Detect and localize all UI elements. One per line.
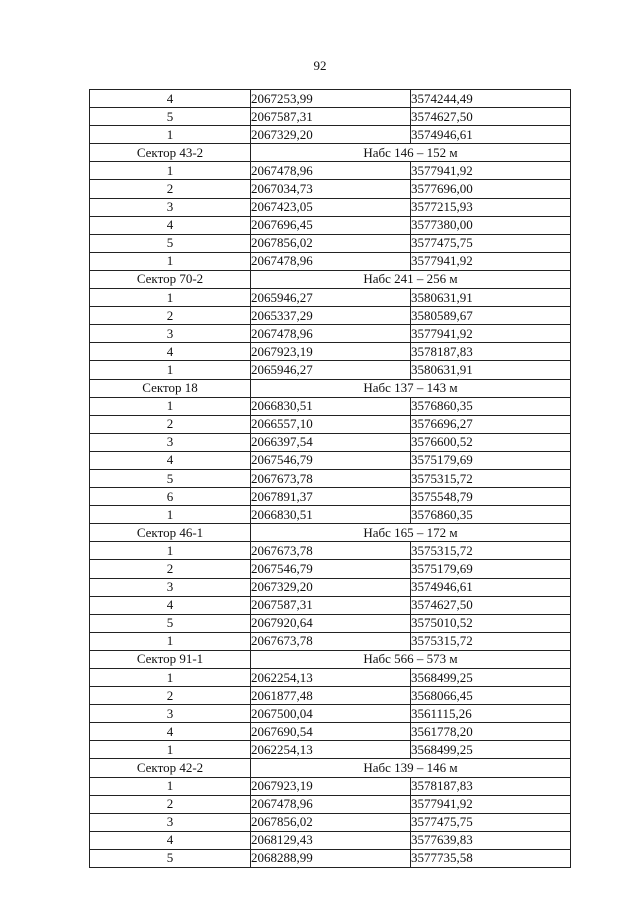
- coordinate-y: 3577475,75: [411, 234, 571, 252]
- point-number: 2: [90, 180, 251, 198]
- table-row: [90, 723, 571, 741]
- coordinate-y: 3574244,49: [411, 90, 571, 108]
- point-number: 2: [90, 307, 251, 325]
- sector-name: Сектор 46-1: [90, 524, 251, 542]
- point-number: 4: [90, 451, 251, 469]
- point-number: 5: [90, 469, 251, 487]
- coordinate-y: 3577735,58: [411, 849, 571, 867]
- table-row: [90, 578, 571, 596]
- table-row: [90, 415, 571, 433]
- table-row: [90, 596, 571, 614]
- table-row: [90, 632, 571, 650]
- point-number: 4: [90, 90, 251, 108]
- table-row: [90, 252, 571, 270]
- table-row: [90, 831, 571, 849]
- table-row: [90, 451, 571, 469]
- point-number: 1: [90, 289, 251, 307]
- coordinate-x: 2068288,99: [251, 849, 411, 867]
- coordinate-y: 3578187,83: [411, 343, 571, 361]
- table-row: [90, 162, 571, 180]
- coordinate-y: 3577639,83: [411, 831, 571, 849]
- coordinate-y: 3580589,67: [411, 307, 571, 325]
- sector-header-row: [90, 270, 571, 288]
- page-number: 92: [313, 58, 327, 73]
- coordinate-y: 3576860,35: [411, 397, 571, 415]
- coordinate-x: 2061877,48: [251, 687, 411, 705]
- coordinate-x: 2067329,20: [251, 126, 411, 144]
- coordinate-x: 2067546,79: [251, 451, 411, 469]
- table-row: [90, 343, 571, 361]
- coordinate-y: 3577696,00: [411, 180, 571, 198]
- coordinate-x: 2067891,37: [251, 488, 411, 506]
- coordinate-y: 3578187,83: [411, 777, 571, 795]
- coordinate-y: 3568066,45: [411, 687, 571, 705]
- coordinate-x: 2066830,51: [251, 397, 411, 415]
- point-number: 2: [90, 560, 251, 578]
- coordinate-y: 3576600,52: [411, 433, 571, 451]
- coordinate-x: 2065946,27: [251, 361, 411, 379]
- point-number: 1: [90, 542, 251, 560]
- point-number: 1: [90, 632, 251, 650]
- table-row: [90, 198, 571, 216]
- table-row: [90, 216, 571, 234]
- coordinate-x: 2067587,31: [251, 596, 411, 614]
- table-row: [90, 234, 571, 252]
- coordinate-x: 2067923,19: [251, 343, 411, 361]
- coordinate-x: 2067500,04: [251, 705, 411, 723]
- coordinate-y: 3568499,25: [411, 741, 571, 759]
- point-number: 3: [90, 705, 251, 723]
- coordinate-y: 3577941,92: [411, 325, 571, 343]
- coordinate-y: 3575548,79: [411, 488, 571, 506]
- table-row: [90, 307, 571, 325]
- point-number: 4: [90, 343, 251, 361]
- table-row: [90, 849, 571, 867]
- coordinate-x: 2067478,96: [251, 325, 411, 343]
- coordinate-y: 3575179,69: [411, 451, 571, 469]
- coordinate-y: 3575179,69: [411, 560, 571, 578]
- table-row: [90, 813, 571, 831]
- coordinate-y: 3577941,92: [411, 795, 571, 813]
- coordinate-y: 3576696,27: [411, 415, 571, 433]
- point-number: 5: [90, 108, 251, 126]
- table-row: [90, 361, 571, 379]
- coordinate-x: 2068129,43: [251, 831, 411, 849]
- coordinate-y: 3577941,92: [411, 252, 571, 270]
- coordinate-x: 2067478,96: [251, 252, 411, 270]
- coordinate-y: 3574627,50: [411, 108, 571, 126]
- table-row: [90, 325, 571, 343]
- coordinate-y: 3580631,91: [411, 361, 571, 379]
- coordinate-x: 2067423,05: [251, 198, 411, 216]
- point-number: 6: [90, 488, 251, 506]
- coordinate-y: 3575315,72: [411, 632, 571, 650]
- point-number: 2: [90, 687, 251, 705]
- sector-name: Сектор 43-2: [90, 144, 251, 162]
- point-number: 3: [90, 198, 251, 216]
- coordinate-x: 2066830,51: [251, 506, 411, 524]
- coordinate-y: 3577475,75: [411, 813, 571, 831]
- point-number: 3: [90, 433, 251, 451]
- point-number: 4: [90, 831, 251, 849]
- sector-altitude: Набс 139 – 146 м: [251, 759, 571, 777]
- coordinate-x: 2062254,13: [251, 669, 411, 687]
- sector-name: Сектор 18: [90, 379, 251, 397]
- table-row: [90, 705, 571, 723]
- sector-header-row: [90, 524, 571, 542]
- coordinate-x: 2067696,45: [251, 216, 411, 234]
- coordinates-table: [89, 89, 571, 868]
- point-number: 4: [90, 723, 251, 741]
- coordinate-x: 2067546,79: [251, 560, 411, 578]
- coordinate-x: 2067690,54: [251, 723, 411, 741]
- table-row: [90, 397, 571, 415]
- point-number: 1: [90, 777, 251, 795]
- coordinate-x: 2067673,78: [251, 469, 411, 487]
- coordinate-x: 2066557,10: [251, 415, 411, 433]
- coordinate-x: 2066397,54: [251, 433, 411, 451]
- point-number: 5: [90, 849, 251, 867]
- table-row: [90, 180, 571, 198]
- coordinate-y: 3577215,93: [411, 198, 571, 216]
- point-number: 3: [90, 813, 251, 831]
- point-number: 1: [90, 669, 251, 687]
- coordinate-x: 2067673,78: [251, 632, 411, 650]
- sector-altitude: Набс 165 – 172 м: [251, 524, 571, 542]
- table-row: [90, 469, 571, 487]
- coordinate-y: 3574946,61: [411, 578, 571, 596]
- sector-header-row: [90, 144, 571, 162]
- table-row: [90, 741, 571, 759]
- point-number: 1: [90, 361, 251, 379]
- coordinate-y: 3576860,35: [411, 506, 571, 524]
- coordinate-y: 3577941,92: [411, 162, 571, 180]
- point-number: 4: [90, 596, 251, 614]
- point-number: 3: [90, 578, 251, 596]
- coordinate-y: 3577380,00: [411, 216, 571, 234]
- table-row: [90, 687, 571, 705]
- coordinate-x: 2065946,27: [251, 289, 411, 307]
- coordinate-x: 2067923,19: [251, 777, 411, 795]
- point-number: 5: [90, 234, 251, 252]
- point-number: 3: [90, 325, 251, 343]
- sector-header-row: [90, 650, 571, 668]
- sector-name: Сектор 42-2: [90, 759, 251, 777]
- sector-header-row: [90, 759, 571, 777]
- point-number: 4: [90, 216, 251, 234]
- coordinate-x: 2067478,96: [251, 162, 411, 180]
- coordinates-table-body: [90, 90, 571, 868]
- table-row: [90, 289, 571, 307]
- coordinate-x: 2065337,29: [251, 307, 411, 325]
- table-row: [90, 433, 571, 451]
- table-row: [90, 90, 571, 108]
- coordinate-x: 2067034,73: [251, 180, 411, 198]
- point-number: 1: [90, 126, 251, 144]
- sector-altitude: Набс 137 – 143 м: [251, 379, 571, 397]
- point-number: 5: [90, 614, 251, 632]
- point-number: 2: [90, 795, 251, 813]
- coordinate-y: 3580631,91: [411, 289, 571, 307]
- sector-altitude: Набс 241 – 256 м: [251, 270, 571, 288]
- point-number: 1: [90, 252, 251, 270]
- coordinate-x: 2067856,02: [251, 234, 411, 252]
- coordinate-y: 3575315,72: [411, 469, 571, 487]
- coordinate-y: 3574627,50: [411, 596, 571, 614]
- table-row: [90, 614, 571, 632]
- sector-name: Сектор 91-1: [90, 650, 251, 668]
- coordinate-x: 2067856,02: [251, 813, 411, 831]
- point-number: 1: [90, 162, 251, 180]
- sector-altitude: Набс 146 – 152 м: [251, 144, 571, 162]
- coordinate-y: 3575010,52: [411, 614, 571, 632]
- coordinate-x: 2062254,13: [251, 741, 411, 759]
- point-number: 1: [90, 741, 251, 759]
- point-number: 1: [90, 506, 251, 524]
- coordinate-x: 2067253,99: [251, 90, 411, 108]
- table-row: [90, 108, 571, 126]
- coordinate-x: 2067478,96: [251, 795, 411, 813]
- table-row: [90, 777, 571, 795]
- table-row: [90, 506, 571, 524]
- table-row: [90, 795, 571, 813]
- sector-name: Сектор 70-2: [90, 270, 251, 288]
- coordinate-y: 3568499,25: [411, 669, 571, 687]
- table-row: [90, 126, 571, 144]
- coordinate-x: 2067673,78: [251, 542, 411, 560]
- point-number: 2: [90, 415, 251, 433]
- table-row: [90, 669, 571, 687]
- coordinate-y: 3574946,61: [411, 126, 571, 144]
- sector-header-row: [90, 379, 571, 397]
- coordinate-y: 3561778,20: [411, 723, 571, 741]
- coordinate-x: 2067329,20: [251, 578, 411, 596]
- coordinate-x: 2067920,64: [251, 614, 411, 632]
- coordinate-y: 3561115,26: [411, 705, 571, 723]
- table-row: [90, 560, 571, 578]
- table-row: [90, 542, 571, 560]
- sector-altitude: Набс 566 – 573 м: [251, 650, 571, 668]
- coordinate-x: 2067587,31: [251, 108, 411, 126]
- table-row: [90, 488, 571, 506]
- coordinate-y: 3575315,72: [411, 542, 571, 560]
- point-number: 1: [90, 397, 251, 415]
